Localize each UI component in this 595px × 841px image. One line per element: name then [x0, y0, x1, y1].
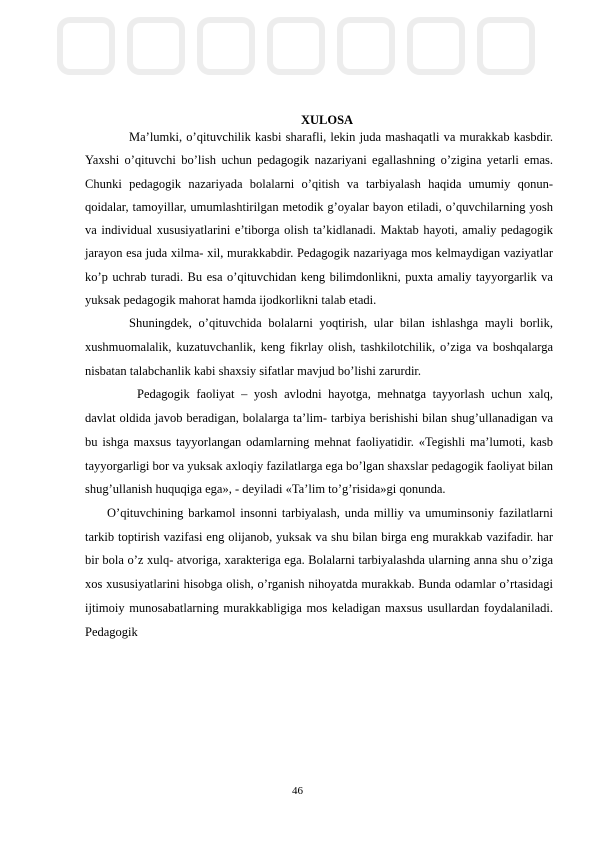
page-number: 46 [292, 785, 303, 797]
paragraph-3: Pedagogik faoliyat – yosh avlodni hayotga, mehnatga tayyorlash uchun xalq, davlat oldida javob beradigan, bolalarga ta’lim- tarbiya berishishi bilan shug’ullanadigan va bu ishga maxsus tayyorlangan odamlarning mehnat faoliyatidir. «Tegishli ma’lumoti, kasb tayyorgarligi bor va yuksak axloqiy fazilatlarga ega bo’lgan shaxslar pedagogik faoliyat bilan shug’ullanish huquqiga ega», - deyiladi «Ta’lim to’g’risida»gi qonunda. [85, 387, 553, 497]
paragraph-1: Ma’lumki, o’qituvchilik kasbi sharafli, lekin juda mashaqatli va murakkab kasbdir. Yaxshi o’qituvchi bo’lish uchun pedagogik nazariyani egallashning o’zigina yetarli emas. Chunki pedagogik nazariyada bolalarni o’qitish va tarbiyalash haqida umumiy qonun- qoidalar, tamoyillar, umumlashtirilgan metodik g’oyalar bayon etiladi, o’quvchilarning yosh va individual xususiyatlarini e’tiborga olish ta’kidlanadi. Maktab hayoti, amaliy pedagogik jarayon esa juda xilma- xil, murakkabdir. Pedagogik nazariyaga mos kelmaydigan vaziyatlar ko’p uchrab turadi. Bu esa o’qituvchidan keng bilimdonlikni, puxta amaliy tayyorgarlik va yuksak pedagogik mahorat hamda ijodkorlikni talab etadi. [85, 130, 553, 308]
document-title: XULOSA [300, 113, 354, 127]
watermark-logo [0, 0, 595, 100]
document-body [85, 113, 553, 644]
paragraph-4: O’qituvchining barkamol insonni tarbiyalash, unda milliy va umuminsoniy fazilatlarni tarkib toptirish vazifasi eng olijanob, yuksak va shu bilan birga eng murakkab vazifadir. har bir bola o’z xulq- atvoriga, xarakteriga ega. Bolalarni tarbiyalashda ularning anna shu o’ziga xos xususiyatlarini hisobga olish, o’rganish nihoyatda murakkab. Bunda odamlar o’rtasidagi ijtimoiy munosabatlarning murakkabligiga mos keladigan maxsus usullardan foydalaniladi. Pedagogik [85, 506, 553, 639]
paragraph-2: Shuningdek, o’qituvchida bolalarni yoqtirish, ular bilan ishlashga mayli borlik, xushmuomalalik, kuzatuvchanlik, keng fikrlay olish, tashkilotchilik, o’ziga va boshqalarga nisbatan talabchanlik kabi shaxsiy sifatlar mavjud bo’lishi zarurdir. [85, 316, 553, 378]
